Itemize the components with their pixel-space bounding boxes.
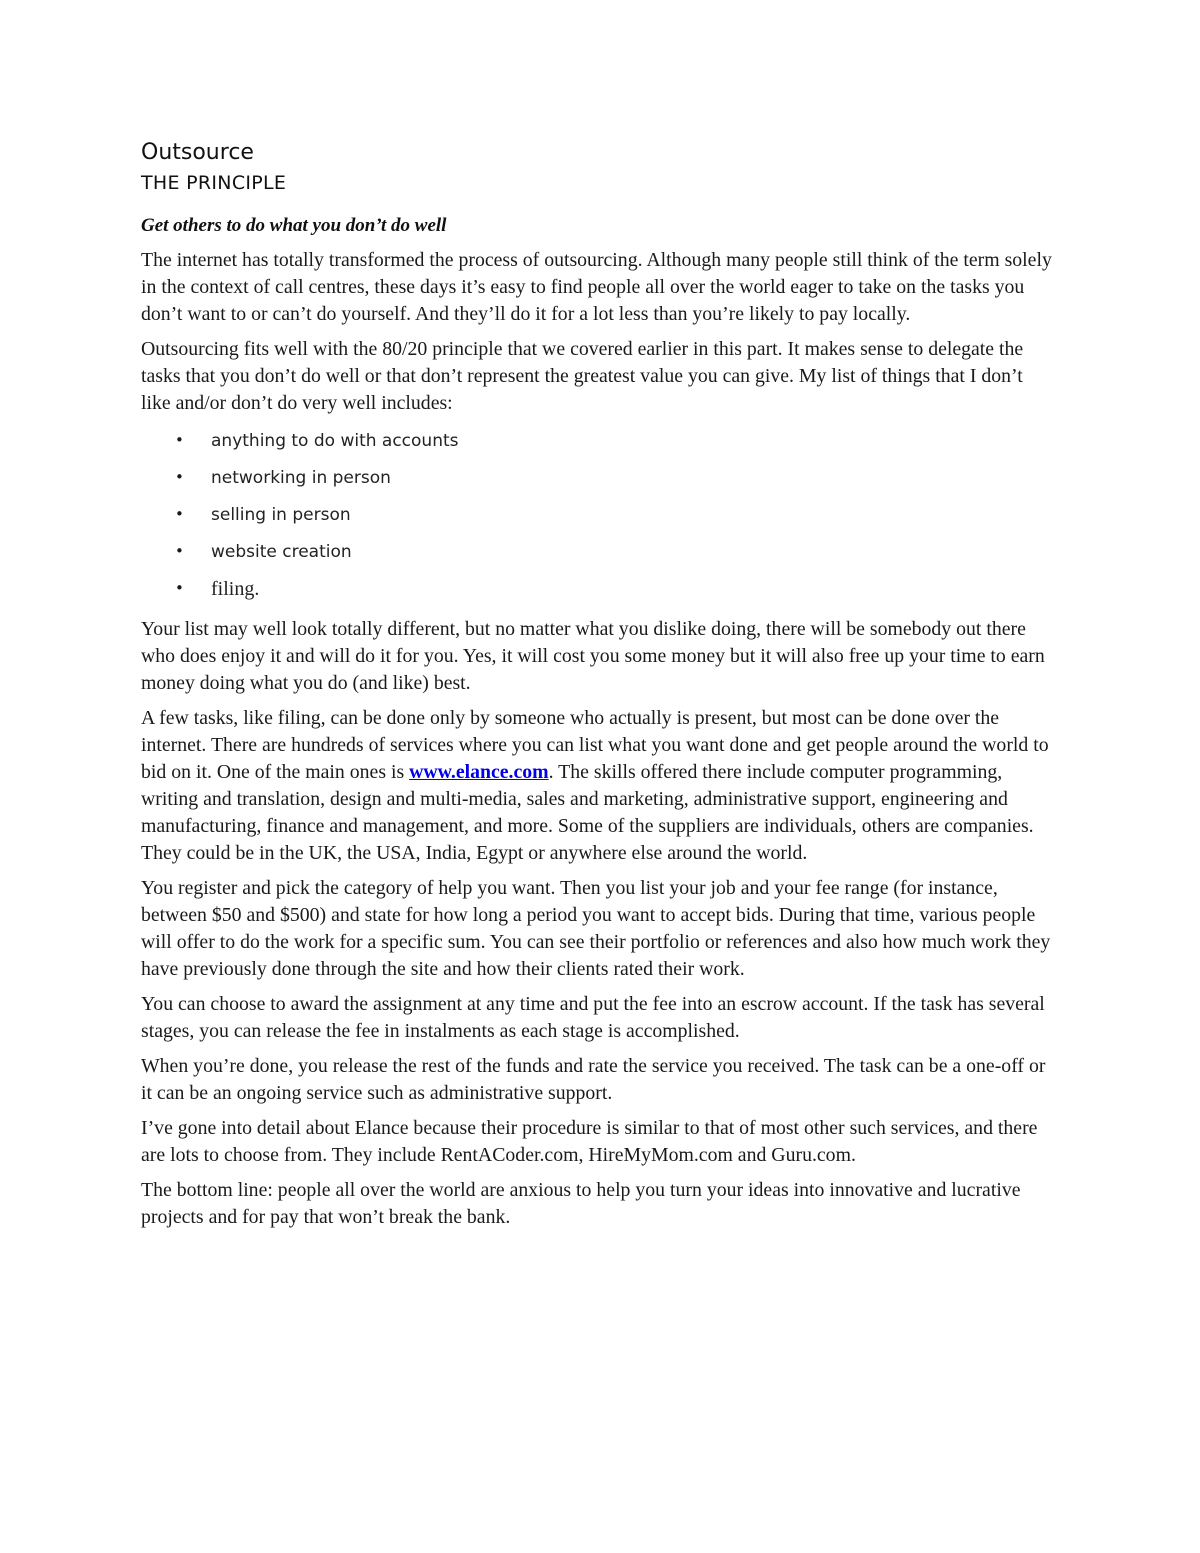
paragraph-text: A few tasks, like filing, can be done only by someone who actually is present, but most can be done over the internet. There are hundreds of services where you can list what you want done and get people around the world to bid on it. One of the main ones is	[141, 706, 1049, 783]
list-item-text: selling in person	[211, 505, 351, 526]
bullet-icon: •	[175, 468, 184, 487]
list-item	[141, 534, 1056, 571]
bullet-icon: •	[175, 431, 184, 450]
body-paragraph: You register and pick the category of help you want. Then you list your job and your fee range (for instance, between $50 and $500) and state for how long a period you want to accept bids. During that time, various people will offer to do the work for a specific sum. You can see their portfolio or references and also how much work they have previously done through the site and how their clients rated their work.	[141, 876, 1051, 980]
body-paragraph: The bottom line: people all over the world are anxious to help you turn your ideas into innovative and lucrative projects and for pay that won’t break the bank.	[141, 1178, 1021, 1228]
body-paragraph: You can choose to award the assignment at any time and put the fee into an escrow account. If the task has several stages, you can release the fee in instalments as each stage is accomplished.	[141, 992, 1045, 1042]
bullet-icon: •	[175, 542, 184, 561]
document-heading: Outsource	[141, 140, 254, 165]
list-item-text: website creation	[211, 542, 352, 563]
list-item-text: networking in person	[211, 468, 391, 489]
list-item	[141, 460, 1056, 497]
elance-paragraph	[141, 705, 1056, 867]
body-paragraph: The internet has totally transformed the process of outsourcing. Although many people still think of the term solely in the context of call centres, these days it’s easy to find people all over the world eager to take on the tasks you don’t want to or can’t do yourself. And they’ll do it for a lot less than you’re likely to pay locally.	[141, 248, 1052, 325]
list-item	[141, 571, 1056, 608]
document-page	[141, 140, 1056, 1231]
paragraph-text: . The skills offered there include computer programming, writing and translation, design and multi-media, sales and marketing, administrative support, engineering and manufacturing, finance and management, and more. Some of the suppliers are individuals, others are companies. They could be in the UK, the USA, India, Egypt or anywhere else around the world.	[141, 760, 1034, 864]
list-item-text: anything to do with accounts	[211, 431, 459, 452]
body-paragraph: Outsourcing fits well with the 80/20 principle that we covered earlier in this part. It makes sense to delegate the tasks that you don’t do well or that don’t represent the greatest value you can give. My list of things that I don’t like and/or don’t do very well includes:	[141, 337, 1024, 414]
principle-tagline: Get others to do what you don’t do well	[141, 215, 447, 237]
body-paragraph: I’ve gone into detail about Elance because their procedure is similar to that of most other such services, and there are lots to choose from. They include RentACoder.com, HireMyMom.com and Guru.com.	[141, 1116, 1038, 1166]
bullet-icon: •	[175, 579, 184, 598]
section-subheading: THE PRINCIPLE	[141, 172, 287, 195]
body-paragraph: Your list may well look totally different, but no matter what you dislike doing, there will be somebody out there who does enjoy it and will do it for you. Yes, it will cost you some money but it will also free up your time to earn money doing what you do (and like) best.	[141, 617, 1045, 694]
list-item	[141, 497, 1056, 534]
body-paragraph: When you’re done, you release the rest of the funds and rate the service you received. The task can be a one-off or it can be an ongoing service such as administrative support.	[141, 1054, 1046, 1104]
disliked-tasks-list	[141, 423, 1056, 608]
elance-link[interactable]: www.elance.com	[409, 760, 549, 783]
list-item	[141, 423, 1056, 460]
list-item-text: filing.	[211, 577, 260, 600]
bullet-icon: •	[175, 505, 184, 524]
